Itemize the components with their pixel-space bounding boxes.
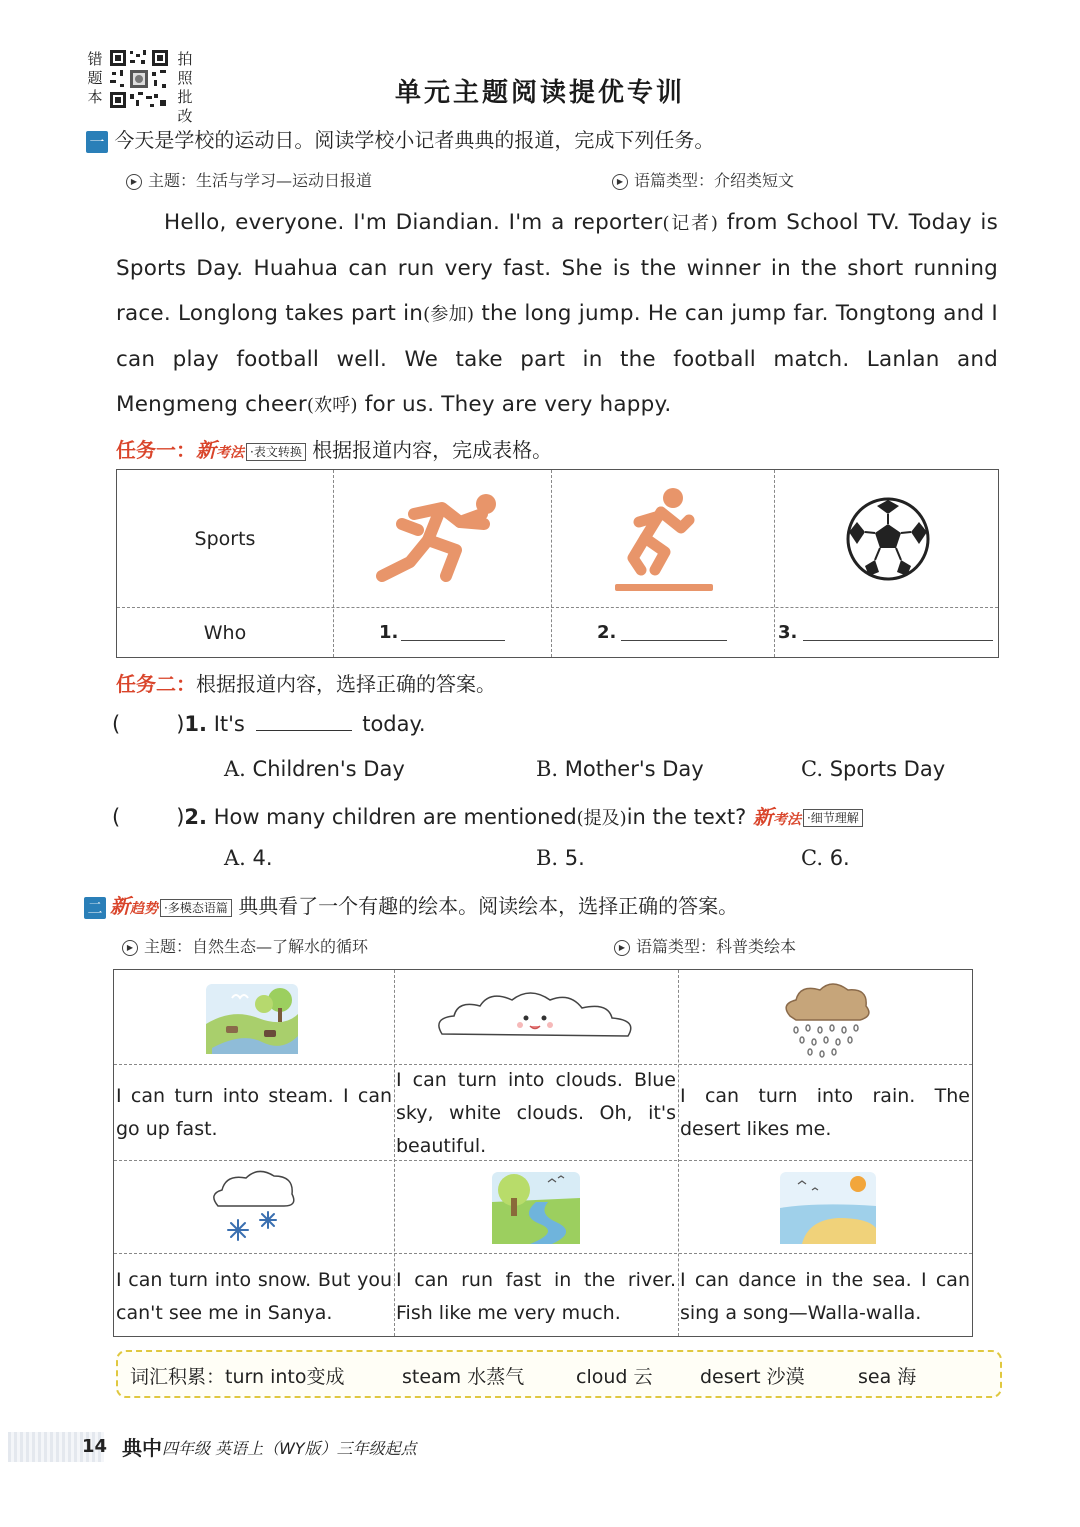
- task1-heading: [116, 434, 552, 463]
- qr-left-char: 错: [87, 50, 103, 68]
- answer-blank-2[interactable]: [621, 640, 727, 641]
- play-icon: ▶: [126, 174, 142, 190]
- section2-theme-text: 主题：自然生态—了解水的循环: [144, 937, 369, 956]
- passage-gloss: (参加): [423, 304, 475, 325]
- task-type-tag: ·多模态语篇: [160, 899, 232, 917]
- cell-text: I can turn into steam. I can go up fast.: [116, 1085, 392, 1140]
- answer-paren-open[interactable]: (: [112, 712, 121, 736]
- answer-paren-close[interactable]: ): [176, 712, 185, 736]
- water-cycle-table: [113, 969, 973, 1337]
- cell-text: I can dance in the sea. I can sing a song—Walla-walla.: [680, 1269, 970, 1324]
- blank-number: 1.: [379, 622, 399, 643]
- beach-icon: [778, 1168, 878, 1248]
- section-number-badge: 二: [84, 897, 106, 919]
- question-text: today.: [362, 712, 426, 736]
- question-text: in the text?: [626, 805, 747, 829]
- passage-text: from School TV. Today is Sports Day. Huahua can run very fast. She is the winner in the short running race. Longlong takes part in: [116, 210, 998, 326]
- table-divider: [114, 1253, 972, 1254]
- question-number: 1.: [184, 712, 207, 736]
- answer-blank-1[interactable]: [401, 640, 505, 641]
- vocab-cn: 沙漠: [766, 1366, 805, 1388]
- landscape-icon: [202, 978, 302, 1058]
- new-badge-small: 考法: [216, 445, 244, 461]
- q2-option-b[interactable]: [536, 846, 585, 870]
- answer-blank-3[interactable]: [803, 640, 993, 641]
- option-letter: A.: [224, 757, 246, 781]
- question-number: 2.: [184, 805, 207, 829]
- vocab-en: desert: [700, 1366, 761, 1388]
- section2-intro-text: 典典看了一个有趣的绘本。阅读绘本，选择正确的答案。: [238, 894, 739, 918]
- who-row-label: Who: [203, 622, 247, 644]
- passage-text: the long jump. He can jump far. Tongtong and I can play football well. We take part in the football match. Lanlan and Mengmeng cheer: [116, 301, 998, 417]
- new-badge: [753, 805, 801, 829]
- vocab-item: [576, 1362, 653, 1389]
- play-icon: ▶: [122, 940, 138, 956]
- section2-genre: [614, 934, 796, 957]
- vocab-cn: 云: [633, 1366, 653, 1388]
- option-letter: B.: [536, 757, 559, 781]
- question-text: It's: [213, 712, 245, 736]
- task2-heading: [116, 668, 496, 697]
- section1-theme-text: 主题：生活与学习—运动日报道: [148, 171, 373, 190]
- task2-text: 根据报道内容，选择正确的答案。: [196, 672, 496, 696]
- passage-text: Hello, everyone. I'm Diandian. I'm a reporter: [164, 210, 663, 235]
- q1-option-c[interactable]: [801, 757, 945, 781]
- new-badge: [196, 438, 244, 462]
- option-text: Mother's Day: [564, 757, 704, 781]
- q2-option-c[interactable]: [801, 846, 850, 870]
- page-number: 14: [82, 1436, 108, 1457]
- new-badge-small: 考法: [772, 812, 801, 828]
- option-letter: B.: [536, 846, 559, 870]
- rain-cloud-icon: [776, 978, 876, 1058]
- section1-intro-text: 今天是学校的运动日。阅读学校小记者典典的报道，完成下列任务。: [114, 128, 715, 152]
- reading-passage: [116, 200, 998, 428]
- vocab-en: steam: [402, 1366, 462, 1388]
- answer-paren-open[interactable]: (: [112, 805, 121, 829]
- page-title: 单元主题阅读提优专训: [394, 78, 685, 108]
- new-badge-big: 新: [196, 438, 216, 462]
- long-jump-icon: [609, 486, 719, 592]
- answer-paren-close[interactable]: ): [176, 805, 185, 829]
- table-divider: [394, 970, 395, 1336]
- vocab-cn: 水蒸气: [467, 1366, 525, 1388]
- question-text: How many children are mentioned: [213, 805, 577, 829]
- vocab-en: cloud: [576, 1366, 628, 1388]
- task-type-tag: ·表文转换: [246, 443, 306, 461]
- football-icon: [845, 496, 931, 582]
- qr-right-char: 照: [177, 69, 193, 87]
- vocab-en: turn into: [225, 1366, 307, 1388]
- section1-genre-text: 语篇类型：介绍类短文: [634, 171, 795, 190]
- task1-label: 任务一：: [116, 438, 196, 462]
- question-blank[interactable]: [256, 730, 352, 731]
- new-badge-big: 新: [110, 894, 130, 918]
- option-letter: C.: [801, 846, 823, 870]
- vocab-en: sea: [858, 1366, 892, 1388]
- vocab-item: [858, 1362, 916, 1389]
- table-divider: [678, 970, 679, 1336]
- option-text: 5.: [564, 846, 585, 870]
- task1-text: 根据报道内容，完成表格。: [312, 438, 553, 462]
- qr-right-char: 批: [177, 88, 193, 106]
- option-text: 4.: [252, 846, 273, 870]
- new-badge-small: 趋势: [130, 901, 158, 917]
- vocab-item: [402, 1362, 524, 1389]
- section2-theme: [122, 934, 368, 957]
- option-text: Children's Day: [252, 757, 405, 781]
- play-icon: ▶: [612, 174, 628, 190]
- vocab-item: [700, 1362, 805, 1389]
- option-text: Sports Day: [829, 757, 946, 781]
- section2-genre-text: 语篇类型：科普类绘本: [636, 937, 797, 956]
- section1-genre: [612, 168, 794, 191]
- cell-text: I can turn into rain. The desert likes me.: [680, 1085, 970, 1140]
- new-badge: [110, 894, 158, 918]
- q1-option-a[interactable]: [224, 757, 405, 781]
- footer-brand: 典中: [122, 1436, 162, 1460]
- play-icon: ▶: [614, 940, 630, 956]
- vocab-item: [130, 1362, 344, 1389]
- option-letter: C.: [801, 757, 823, 781]
- cell-text: I can turn into snow. But you can't see me in Sanya.: [116, 1269, 392, 1324]
- option-letter: A.: [224, 846, 246, 870]
- qr-right-char: 改: [177, 107, 193, 125]
- option-text: 6.: [829, 846, 850, 870]
- blank-number: 3.: [778, 622, 798, 643]
- qr-left-char: 题: [87, 69, 103, 87]
- passage-text: for us. They are very happy.: [357, 392, 672, 417]
- cell-text: I can turn into clouds. Blue sky, white clouds. Oh, it's beautiful.: [396, 1069, 676, 1157]
- vocab-label: 词汇积累：: [130, 1366, 226, 1388]
- q1-option-b[interactable]: [536, 757, 704, 781]
- task-type-tag: ·细节理解: [803, 809, 863, 827]
- table-divider: [774, 470, 775, 657]
- new-badge-big: 新: [752, 805, 773, 829]
- vocab-box: [116, 1350, 1002, 1398]
- river-icon: [490, 1168, 582, 1248]
- passage-gloss: (记者): [662, 213, 719, 234]
- table-divider: [333, 470, 334, 657]
- vocab-cn: 变成: [306, 1366, 345, 1388]
- vocab-cn: 海: [897, 1366, 917, 1388]
- table-divider: [117, 607, 998, 608]
- cell-text: I can run fast in the river. Fish like me very much.: [396, 1269, 676, 1324]
- section1-theme: [126, 168, 372, 191]
- sports-row-label: Sports: [194, 528, 256, 550]
- qr-right-char: 拍: [177, 50, 193, 68]
- question-2: [112, 801, 992, 830]
- q2-option-a[interactable]: [224, 846, 273, 870]
- running-icon: [372, 492, 512, 588]
- cloud-icon: [432, 988, 640, 1048]
- question-gloss: (提及): [576, 808, 627, 829]
- question-1: [112, 712, 512, 736]
- blank-number: 2.: [597, 622, 617, 643]
- footer-book-title: 四年级 英语上（WY版）三年级起点: [162, 1439, 417, 1458]
- sports-table: [116, 469, 999, 658]
- section1-intro: [86, 124, 714, 153]
- section-number-badge: 一: [86, 131, 108, 153]
- qr-left-char: 本: [87, 88, 103, 106]
- snow-cloud-icon: [208, 1166, 298, 1248]
- task2-label: 任务二：: [116, 672, 196, 696]
- section2-intro: [84, 890, 738, 919]
- passage-gloss: (欢呼): [306, 395, 358, 416]
- table-divider: [551, 470, 552, 657]
